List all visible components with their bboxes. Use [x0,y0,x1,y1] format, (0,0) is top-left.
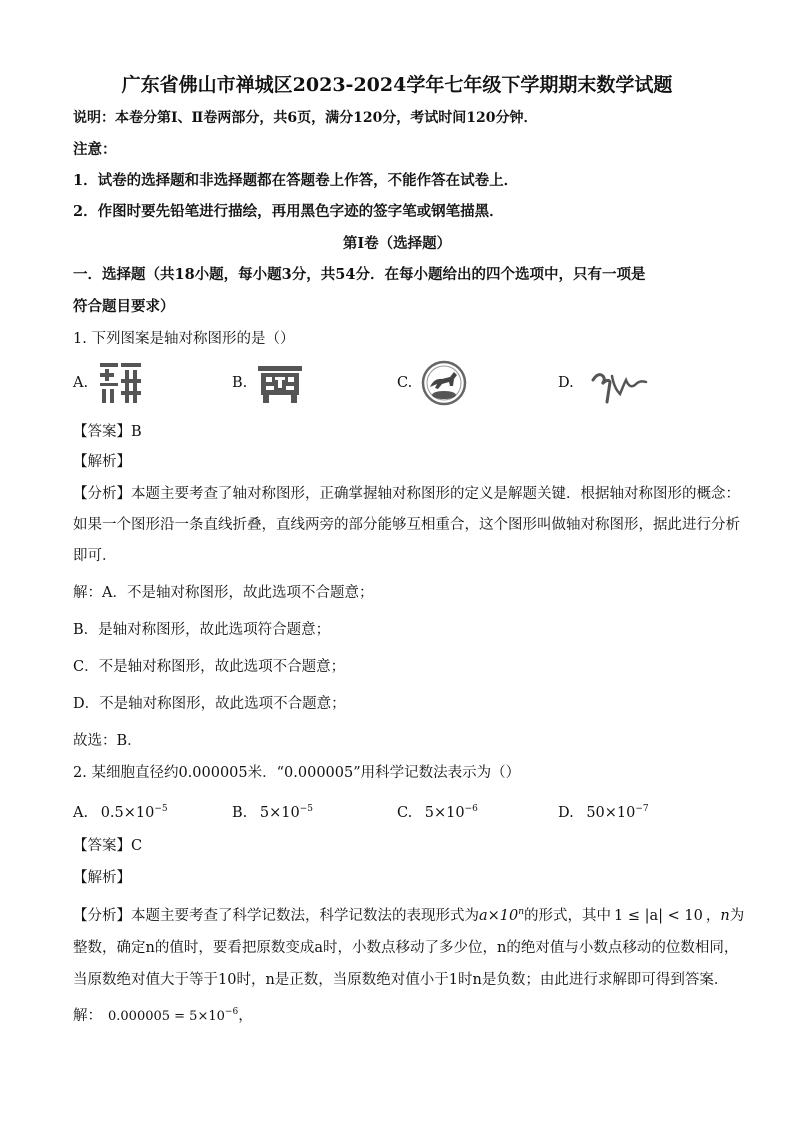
q1-option-b-label: B. [232,375,248,391]
q2-variable-n: n [720,908,730,924]
q1-analysis-line-1: 【分析】本题主要考查了轴对称图形，正确掌握轴对称图形的定义是解题关键．根据轴对称图形的概念： [73,486,740,502]
q2-analysis-text-1a: 【分析】本题主要考查了科学记数法，科学记数法的表现形式为 [73,908,479,924]
q2-option-a [73,799,168,823]
q2-solution-suffix: ， [238,1008,253,1024]
q2-option-b-base: 5×10 [259,805,300,821]
q1-solution-c: C．不是轴对称图形，故此选项不合题意； [73,659,346,675]
q2-analysis-label: 【解析】 [73,870,131,886]
notice-label: 注意： [73,141,117,158]
q2-range-formula: 1 ≤ |a| < 10 [614,908,703,924]
notice-item-2: 2．作图时要先铅笔进行描绘，再用黑色字迹的签字笔或钢笔描黑． [73,203,504,220]
pattern-a-icon [97,361,143,405]
exam-intro: 说明：本卷分第Ⅰ、Ⅱ卷两部分，共6页，满分120分，考试时间120分钟． [73,110,538,126]
volume-title: 第Ⅰ卷（选择题） [342,235,452,252]
q2-analysis-text-1c: ， [705,908,721,924]
q2-analysis-text-1b: 的形式，其中 [524,908,612,924]
q2-analysis-text-1d: 为 [729,908,745,924]
q2-analysis-line-2: 整数，确定n的值时，要看把原数变成a时，小数点移动了多少位，n的绝对值与小数点移动的位数相同， [73,940,739,956]
q1-analysis-line-3: 即可． [73,548,117,564]
q2-option-a-base: 0.5×10 [100,805,155,821]
q2-option-c-letter: C. [397,805,413,821]
q2-solution-formula: 0.000005 = 5×10 [108,1009,225,1024]
q1-option-c-label: C. [397,375,413,391]
q2-solution [73,1002,253,1027]
q2-option-c-exp: −6 [464,804,478,814]
q2-stem: 2. 某细胞直径约0.000005米．“0.000005”用科学记数法表示为（） [73,765,521,781]
q2-answer: 【答案】C [73,838,143,854]
q2-analysis-line-1 [73,902,744,926]
q1-stem: 1. 下列图案是轴对称图形的是（） [73,331,295,347]
q1-conclusion: 故选：B． [73,733,142,749]
q2-formula-a-10-n [479,908,524,924]
q1-solution-d: D．不是轴对称图形，故此选项不合题意； [73,696,346,712]
q2-formula-base: a×10 [479,908,519,924]
section-heading-line-1: 一．选择题（共18小题，每小题3分，共54分．在每小题给出的四个选项中，只有一项是 [73,266,646,283]
q2-option-d-exp: −7 [635,804,649,814]
q2-option-a-letter: A. [73,805,89,821]
calligraphy-icon [590,366,648,404]
q2-option-c-base: 5×10 [424,805,465,821]
q1-analysis-line-2: 如果一个图形沿一条直线折叠，直线两旁的部分能够互相重合，这个图形叫做轴对称图形，据此进行分析 [73,517,740,533]
q2-option-b-exp: −5 [299,804,313,814]
q2-analysis-line-3: 当原数绝对值大于等于10时，n是正数，当原数绝对值小于1时n是负数；由此进行求解即可得到答案． [73,972,729,988]
q1-analysis-label: 【解析】 [73,454,131,470]
pattern-b-icon [257,364,303,404]
horse-emblem-icon [420,360,468,406]
section-heading-line-2: 符合题目要求） [73,298,175,315]
q1-solution-b: B．是轴对称图形，故此选项符合题意； [73,622,331,638]
q2-option-a-exp: −5 [154,804,168,814]
q2-option-c [397,799,478,823]
q2-solution-prefix: 解： [73,1008,102,1024]
q1-option-a-label: A. [73,375,89,391]
page-title: 广东省佛山市禅城区2023-2024学年七年级下学期期末数学试题 [121,74,673,96]
q2-option-b [232,799,313,823]
q2-formula-exp: n [518,907,525,917]
q2-solution-exp: −6 [224,1007,239,1017]
notice-item-1: 1．试卷的选择题和非选择题都在答题卷上作答，不能作答在试卷上． [73,172,519,189]
q2-option-d [558,799,649,823]
q1-solution-a: 解：A．不是轴对称图形，故此选项不合题意； [73,585,374,601]
q1-answer: 【答案】B [73,424,142,440]
q2-option-d-base: 50×10 [586,805,636,821]
q1-option-d-label: D. [558,375,574,391]
q2-option-b-letter: B. [232,805,248,821]
q2-option-d-letter: D. [558,805,574,821]
